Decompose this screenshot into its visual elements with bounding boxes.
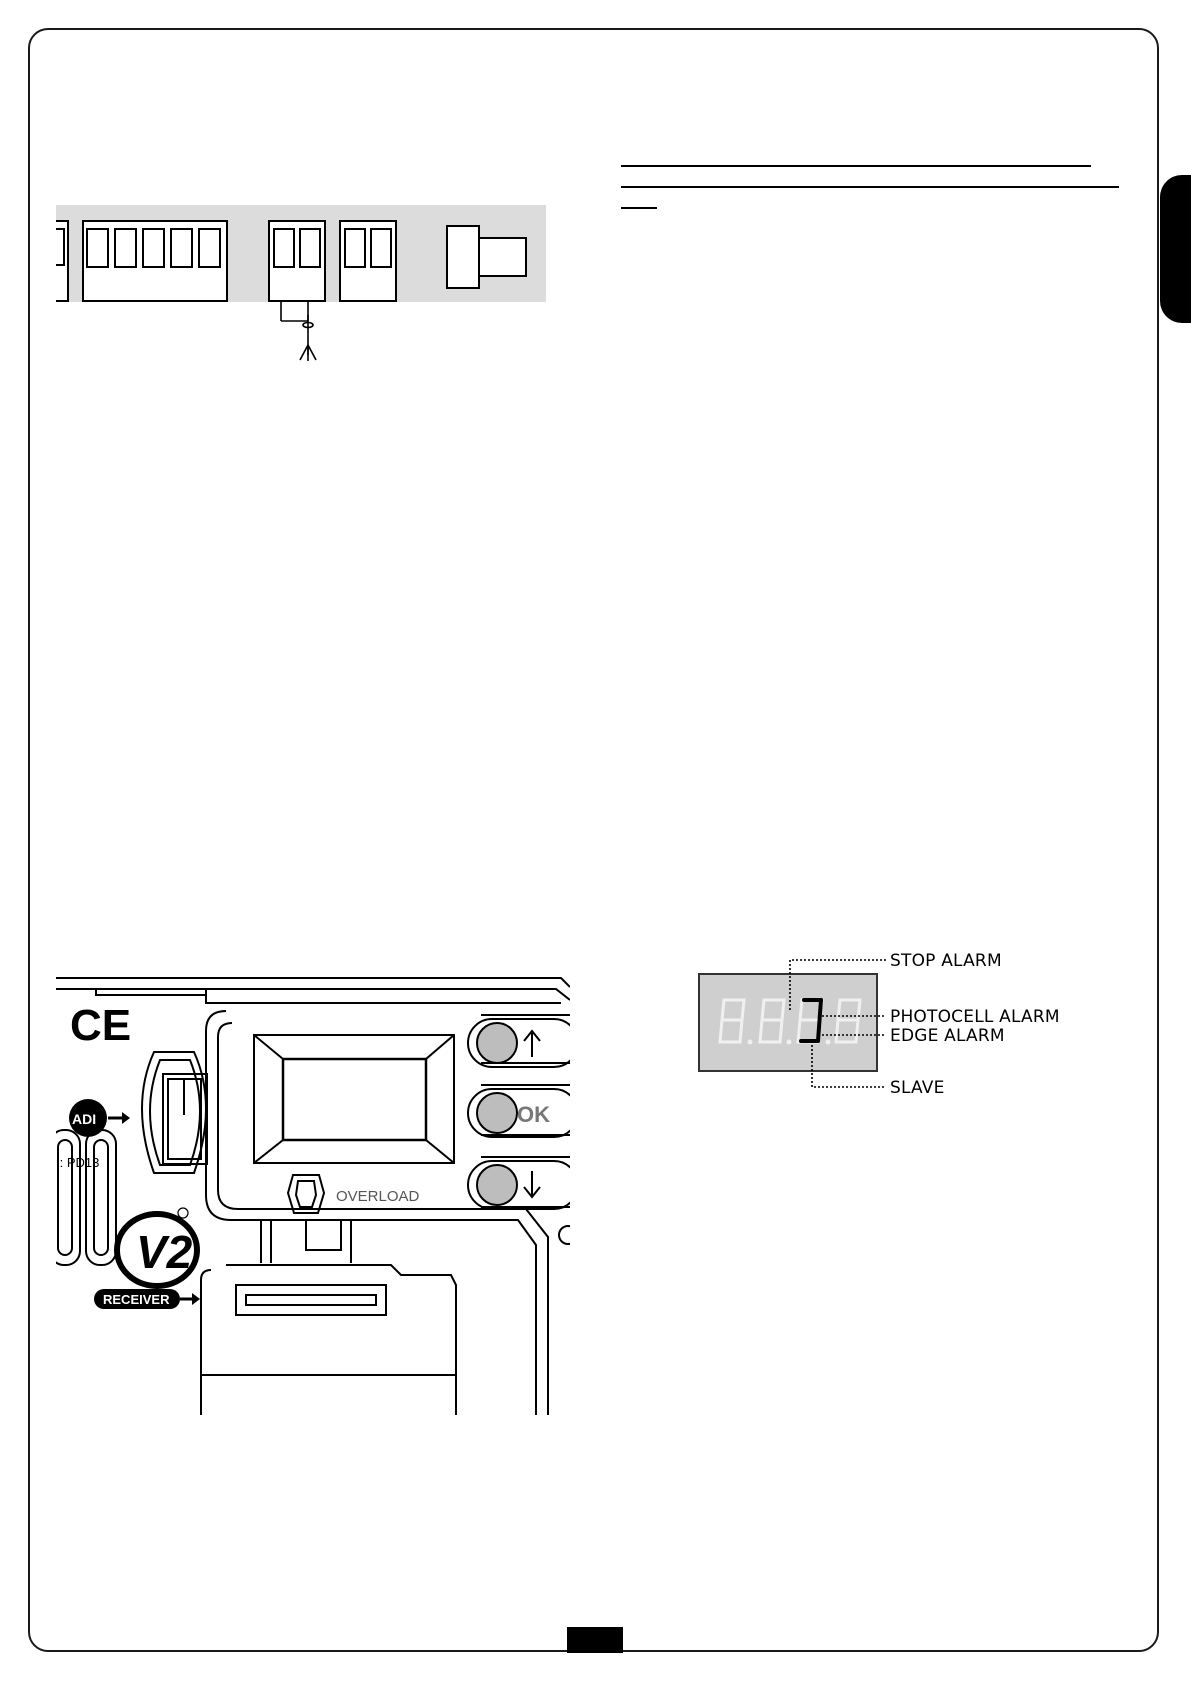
edge-alarm-label: EDGE ALARM bbox=[890, 1026, 1005, 1046]
overload-label: OVERLOAD bbox=[336, 1188, 420, 1205]
header-rule-2 bbox=[621, 186, 1119, 188]
terminal-block-antenna bbox=[269, 221, 325, 301]
ok-button-label: OK bbox=[517, 1102, 550, 1127]
header-rule-1 bbox=[621, 165, 1091, 167]
v2-logo bbox=[117, 1208, 197, 1286]
page-number-box bbox=[567, 1627, 623, 1653]
terminal-block-2 bbox=[340, 221, 396, 301]
ce-mark: CE bbox=[70, 1001, 132, 1050]
svg-text:RECEIVER: RECEIVER bbox=[103, 1292, 170, 1307]
adi-badge bbox=[69, 1099, 130, 1137]
photocell-alarm-label: PHOTOCELL ALARM bbox=[890, 1007, 1060, 1027]
display-panel bbox=[699, 974, 877, 1071]
antenna-icon bbox=[281, 301, 316, 361]
adi-label: ADI bbox=[72, 1111, 97, 1127]
header-rule-3 bbox=[621, 207, 657, 209]
display-alarm-diagram bbox=[690, 950, 1090, 1110]
pd-label: I: PD13 bbox=[56, 1155, 100, 1170]
terminal-strip-diagram bbox=[56, 205, 546, 365]
slave-label: SLAVE bbox=[890, 1078, 945, 1098]
arrow-up-icon bbox=[524, 1031, 540, 1057]
stop-alarm-label: STOP ALARM bbox=[890, 951, 1002, 971]
control-board-illustration bbox=[56, 975, 570, 1415]
receiver-badge bbox=[94, 1289, 200, 1309]
arrow-down-icon bbox=[524, 1171, 540, 1197]
svg-text:V2: V2 bbox=[136, 1226, 193, 1278]
language-tab bbox=[1160, 175, 1191, 323]
terminal-block-5 bbox=[83, 221, 227, 301]
